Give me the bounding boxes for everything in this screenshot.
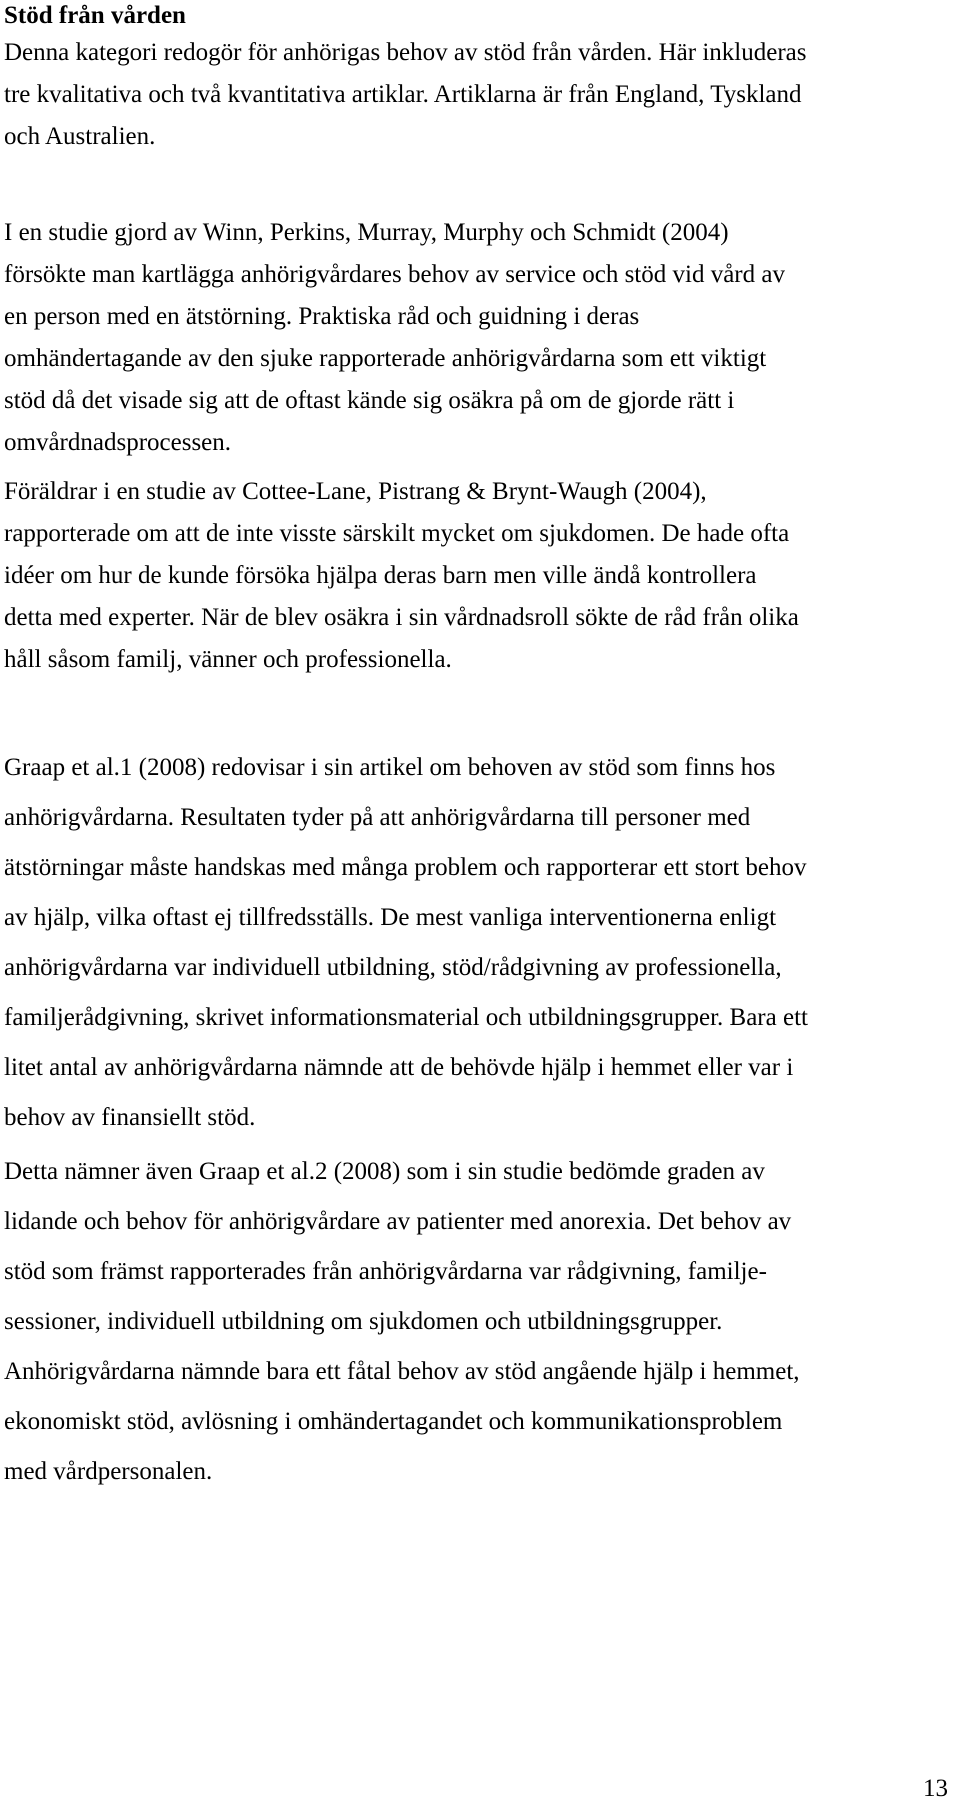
text-line: omvårdnadsprocessen. bbox=[4, 429, 232, 456]
text-line: med vårdpersonalen. bbox=[4, 1458, 213, 1485]
text-line: av hjälp, vilka oftast ej tillfredsställs. De mest vanliga interventionerna enligt bbox=[4, 904, 777, 931]
text-line: stöd då det visade sig att de oftast kände sig osäkra på om de gjorde rätt i bbox=[4, 387, 735, 414]
text-line: Denna kategori redogör för anhörigas behov av stöd från vården. Här inkluderas bbox=[4, 39, 807, 66]
text-line: sessioner, individuell utbildning om sjukdomen och utbildningsgrupper. bbox=[4, 1308, 723, 1335]
text-line: litet antal av anhörigvårdarna nämnde att de behövde hjälp i hemmet eller var i bbox=[4, 1054, 794, 1081]
text-line: behov av finansiellt stöd. bbox=[4, 1104, 256, 1131]
text-line: omhändertagande av den sjuke rapporterade anhörigvårdarna som ett viktigt bbox=[4, 345, 767, 372]
section-heading: Stöd från vården bbox=[4, 2, 186, 29]
text-line: Graap et al.1 (2008) redovisar i sin artikel om behoven av stöd som finns hos bbox=[4, 754, 776, 781]
text-line: ekonomiskt stöd, avlösning i omhändertagandet och kommunikationsproblem bbox=[4, 1408, 783, 1435]
text-line: Föräldrar i en studie av Cottee-Lane, Pistrang & Brynt-Waugh (2004), bbox=[4, 478, 707, 505]
text-line: detta med experter. När de blev osäkra i sin vårdnadsroll sökte de råd från olika bbox=[4, 604, 799, 631]
paragraph-graap-2-study bbox=[4, 1147, 959, 1497]
text-line: anhörigvårdarna. Resultaten tyder på att anhörigvårdarna till personer med bbox=[4, 804, 751, 831]
text-line: och Australien. bbox=[4, 123, 156, 150]
paragraph-graap-1-study bbox=[4, 743, 959, 1143]
paragraph-cottee-lane-study bbox=[4, 471, 959, 681]
text-line: I en studie gjord av Winn, Perkins, Murray, Murphy och Schmidt (2004) bbox=[4, 219, 729, 246]
text-line: familjerådgivning, skrivet informationsmaterial och utbildningsgrupper. Bara ett bbox=[4, 1004, 808, 1031]
text-line: försökte man kartlägga anhörigvårdares behov av service och stöd vid vård av bbox=[4, 261, 785, 288]
text-line: lidande och behov för anhörigvårdare av patienter med anorexia. Det behov av bbox=[4, 1208, 792, 1235]
text-line: en person med en ätstörning. Praktiska råd och guidning i deras bbox=[4, 303, 640, 330]
text-line: idéer om hur de kunde försöka hjälpa deras barn men ville ändå kontrollera bbox=[4, 562, 757, 589]
text-line: rapporterade om att de inte visste särskilt mycket om sjukdomen. De hade ofta bbox=[4, 520, 790, 547]
text-line: tre kvalitativa och två kvantitativa artiklar. Artiklarna är från England, Tyskland bbox=[4, 81, 802, 108]
paragraph-winn-study bbox=[4, 212, 959, 464]
paragraph-intro bbox=[4, 32, 959, 158]
text-line: ätstörningar måste handskas med många problem och rapporterar ett stort behov bbox=[4, 854, 807, 881]
text-line: stöd som främst rapporterades från anhörigvårdarna var rådgivning, familje- bbox=[4, 1258, 767, 1285]
text-line: Detta nämner även Graap et al.2 (2008) som i sin studie bedömde graden av bbox=[4, 1158, 765, 1185]
text-line: anhörigvårdarna var individuell utbildning, stöd/rådgivning av professionella, bbox=[4, 954, 782, 981]
text-line: Anhörigvårdarna nämnde bara ett fåtal behov av stöd angående hjälp i hemmet, bbox=[4, 1358, 800, 1385]
page-number: 13 bbox=[923, 1775, 948, 1802]
text-line: håll såsom familj, vänner och professionella. bbox=[4, 646, 452, 673]
